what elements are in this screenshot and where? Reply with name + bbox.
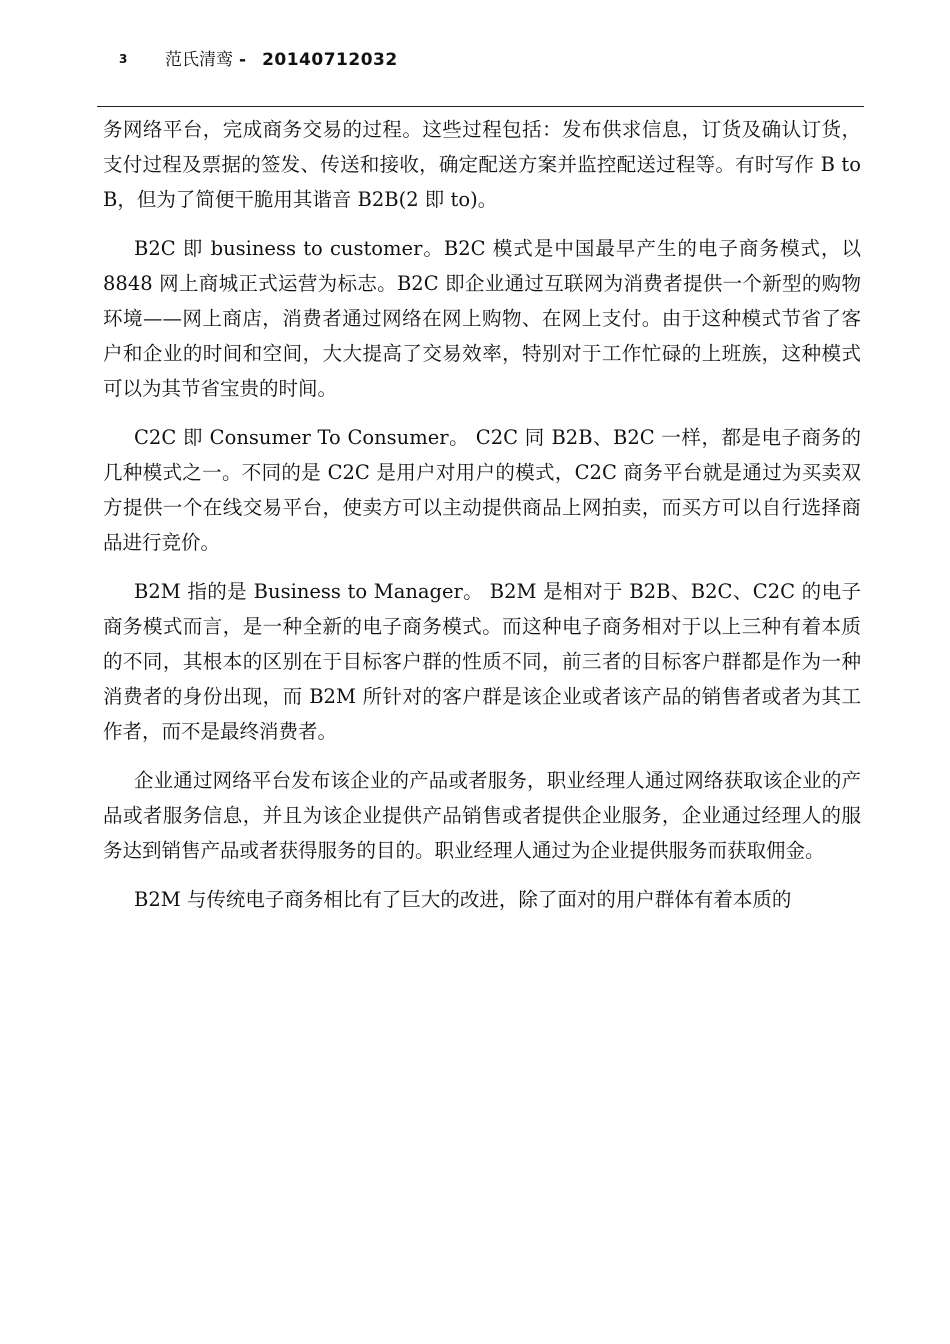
paragraph-b2c: B2C 即 business to customer。B2C 模式是中国最早产生的电子商务模式，以 8848 网上商城正式运营为标志。B2C 即企业通过互联网为消费者提供一个新型的购物环境——网上商店，消费者通过网络在网上购物、在网上支付。由于这种模式节省了客户和企业的时间和空间，大大提高了交易效率，特别对于工作忙碌的上班族，这种模式可以为其节省宝贵的时间。 [103,237,861,400]
header-title [165,45,398,70]
body-text [103,112,861,931]
page-number: 3 [119,52,128,66]
paragraph-c2c: C2C 即 Consumer To Consumer。 C2C 同 B2B、B2C 一样，都是电子商务的几种模式之一。不同的是 C2C 是用户对用户的模式，C2C 商务平台就是通过为买卖双方提供一个在线交易平台，使卖方可以主动提供商品上网拍卖，而买方可以自行选择商品进行竞价。 [103,426,861,554]
paragraph-b2m-enterprise: 企业通过网络平台发布该企业的产品或者服务，职业经理人通过网络获取该企业的产品或者服务信息，并且为该企业提供产品销售或者提供企业服务，企业通过经理人的服务达到销售产品或者获得服务的目的。职业经理人通过为企业提供服务而获取佣金。 [103,769,861,862]
paragraph-b2m: B2M 指的是 Business to Manager。 B2M 是相对于 B2B、B2C、C2C 的电子商务模式而言，是一种全新的电子商务模式。而这种电子商务相对于以上三种有着本质的不同，其根本的区别在于目标客户群的性质不同，前三者的目标客户群都是作为一种消费者的身份出现，而 B2M 所针对的客户群是该企业或者该产品的销售者或者为其工作者，而不是最终消费者。 [103,580,861,743]
page-header [0,0,950,108]
paragraph-b2m-comparison: B2M 与传统电子商务相比有了巨大的改进，除了面对的用户群体有着本质的 [134,888,792,911]
header-divider [97,106,864,107]
student-id: 20140712032 [262,50,398,70]
author-name: 范氏清鸾 [165,50,233,70]
paragraph-b2b-continued: 务网络平台，完成商务交易的过程。这些过程包括：发布供求信息，订货及确认订货，支付过程及票据的签发、传送和接收，确定配送方案并监控配送过程等。有时写作 B to B，但为了简便干脆用其谐音 B2B(2 即 to)。 [103,118,861,211]
header-separator: - [239,50,247,70]
